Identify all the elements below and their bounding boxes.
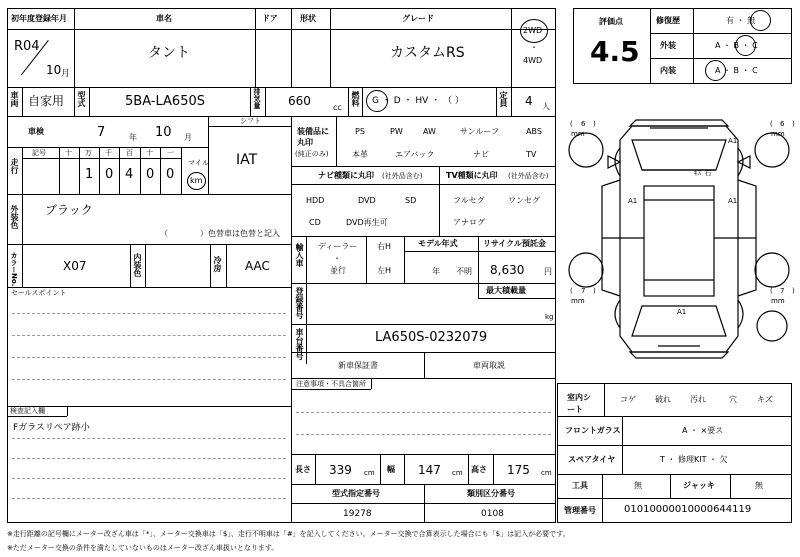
displacement-value: 660 bbox=[288, 94, 311, 108]
tire-6l-paren-close: ) bbox=[593, 120, 596, 128]
interior-color-label: 内装色 bbox=[133, 253, 142, 277]
inspection-year: 7 bbox=[97, 125, 106, 140]
equip-ps: PS bbox=[355, 127, 365, 136]
inspection-month-unit: 月 bbox=[184, 133, 192, 142]
model-value: 5BA-LA650S bbox=[125, 94, 205, 109]
ac-value: AAC bbox=[245, 259, 270, 273]
fuel-label: 燃料 bbox=[351, 91, 360, 107]
interior-options: A ・ B ・ C bbox=[715, 66, 758, 75]
import-parallel: 並行 bbox=[330, 266, 346, 275]
class-value: 0108 bbox=[481, 509, 504, 519]
tools-label: 工具 bbox=[572, 481, 588, 490]
km-label: km bbox=[190, 176, 203, 185]
length-unit: cm bbox=[364, 469, 375, 477]
tire-6r-mm: mm bbox=[771, 130, 785, 138]
tire-6l-mm: mm bbox=[571, 130, 585, 138]
tire-7r: 7 bbox=[780, 287, 785, 295]
navi-dvd-play: DVD再生可 bbox=[346, 218, 388, 227]
car-diagram bbox=[562, 100, 796, 378]
equip-tv: TV bbox=[526, 150, 537, 159]
import-label: 輸入車 bbox=[295, 243, 304, 267]
capacity-value: 4 bbox=[525, 94, 533, 108]
inspection-label: 車検 bbox=[28, 127, 44, 136]
first-reg-label: 初年度登録年月 bbox=[11, 14, 67, 23]
height-label: 高さ bbox=[471, 465, 487, 474]
main-form bbox=[7, 8, 556, 523]
equip-airbag: エアバック bbox=[395, 150, 435, 159]
recycle-value: 8,630 bbox=[490, 263, 525, 277]
capacity-label: 定員 bbox=[499, 91, 508, 107]
inspector-label: 検査記入欄 bbox=[10, 407, 45, 415]
inspection-year-unit: 年 bbox=[129, 133, 137, 142]
recycle-unit: 円 bbox=[544, 267, 552, 276]
chassis-label: 車台番号 bbox=[295, 328, 304, 360]
digit-header-3: 千 bbox=[105, 149, 112, 157]
equip-pw: PW bbox=[390, 127, 403, 136]
door-label: ドア bbox=[262, 14, 278, 23]
digit-header-5: 十 bbox=[146, 149, 153, 157]
sheet-option-tear: 破れ bbox=[655, 395, 671, 404]
footnote-2: ※ただメーター交換の条件を満たしていないものはメーター改ざん車扱いとなります。 bbox=[7, 544, 279, 552]
import-left-h: 左H bbox=[377, 266, 392, 275]
navi-sd: SD bbox=[405, 196, 417, 205]
tv-analog: アナログ bbox=[453, 218, 485, 227]
score-label: 評価点 bbox=[599, 17, 623, 26]
color-no-label: カラーNo. bbox=[10, 252, 18, 287]
tire-6l-paren-open: ( bbox=[570, 120, 573, 128]
repair-none-circle bbox=[750, 10, 771, 31]
exterior-b-circle bbox=[735, 35, 756, 56]
sales-point-label: セールスポイント bbox=[11, 289, 67, 297]
jack-value: 無 bbox=[755, 481, 763, 490]
tire-7l-paren-close: ) bbox=[593, 287, 596, 295]
grade-value: カスタムRS bbox=[390, 45, 465, 61]
digit-5: 0 bbox=[166, 167, 175, 182]
model-year-label: モデル年式 bbox=[418, 239, 458, 248]
first-reg-era: R04 bbox=[14, 39, 40, 54]
navi-label: ナビ種類に丸印 bbox=[318, 171, 374, 180]
width-unit: cm bbox=[452, 469, 463, 477]
navi-label-sub: (社外品含む) bbox=[382, 172, 423, 180]
car-name: タント bbox=[148, 45, 190, 61]
tire-7l-paren-open: ( bbox=[570, 287, 573, 295]
color-paren-note: （ ）色替車は色替と記入 bbox=[160, 229, 280, 238]
navi-dvd: DVD bbox=[358, 196, 376, 205]
exterior-label: 外装 bbox=[660, 41, 676, 50]
digit-3: 4 bbox=[125, 167, 134, 182]
max-load-label: 最大積載量 bbox=[486, 286, 526, 295]
chassis-value: LA650S-0232079 bbox=[375, 330, 488, 345]
diagram-label-scratch: ｷｽﾞ右 bbox=[694, 169, 712, 177]
digit-header-1: 十 bbox=[65, 149, 72, 157]
sheet-option-dirt: 汚れ bbox=[690, 395, 706, 404]
model-year-unit: 年 bbox=[432, 267, 440, 276]
equip-sunroof: サンルーフ bbox=[460, 127, 499, 136]
score-value: 4.5 bbox=[590, 35, 640, 68]
tire-6r: 6 bbox=[780, 120, 785, 128]
management-label: 管理番号 bbox=[564, 506, 596, 515]
footnote-1: ※走行距離の記号欄にメーター改ざん車は「*」、メーター交換車は「$」、走行不明車は「#」を記入してください。メーター交換で合算表示した場合にも「$」は記入が必要です。 bbox=[7, 530, 570, 538]
warranty-label: 新車保証書 bbox=[338, 361, 378, 370]
navi-hdd: HDD bbox=[306, 196, 325, 205]
diagram-label-a1-1: A1 bbox=[728, 137, 738, 145]
length-label: 長さ bbox=[295, 465, 311, 474]
inspector-note: Fガラスリペア跡小 bbox=[13, 423, 90, 433]
type-designation-value: 19278 bbox=[343, 509, 372, 519]
tv-label: TV種類に丸印 bbox=[446, 171, 498, 180]
equip-label2: 丸印 bbox=[297, 138, 313, 147]
interior-sheet-label: 室内シート bbox=[567, 393, 591, 414]
import-right-h: 右H bbox=[377, 242, 392, 251]
mileage-label: 走行 bbox=[10, 158, 19, 174]
interior-label: 内装 bbox=[660, 66, 676, 75]
drive-4wd: 4WD bbox=[523, 56, 543, 65]
digit-header-4: 百 bbox=[126, 149, 133, 157]
color-label: 外装色 bbox=[10, 205, 19, 229]
equip-navi: ナビ bbox=[473, 150, 489, 159]
diagram-label-a1-3: A1 bbox=[728, 197, 738, 205]
shaken-value: 自家用 bbox=[28, 94, 65, 108]
navi-cd: CD bbox=[309, 218, 321, 227]
grade-label: グレード bbox=[402, 14, 434, 23]
digit-4: 0 bbox=[146, 167, 155, 182]
class-label: 類別区分番号 bbox=[467, 489, 515, 498]
height-value: 175 bbox=[507, 463, 530, 477]
recycle-label: リサイクル預託金 bbox=[483, 239, 546, 248]
diagram-label-a1-2: A1 bbox=[628, 197, 638, 205]
equip-label3: (純正のみ) bbox=[295, 150, 329, 158]
management-value: 01010000010000644119 bbox=[624, 504, 752, 515]
tv-oneseg: ワンセグ bbox=[508, 196, 540, 205]
tire-7l: 7 bbox=[581, 287, 586, 295]
exterior-options: A ・ B ・ C bbox=[715, 41, 758, 50]
digit-header-2: 万 bbox=[85, 149, 92, 157]
tire-7r-paren-close: ) bbox=[792, 287, 795, 295]
shaken-label: 車両 bbox=[10, 91, 19, 107]
digit-1: 1 bbox=[85, 167, 94, 182]
tire-7r-mm: mm bbox=[771, 297, 785, 305]
height-unit: cm bbox=[541, 469, 552, 477]
ac-label: 冷房 bbox=[213, 256, 222, 272]
drive-2wd: 2WD bbox=[523, 26, 543, 35]
manual-label: 車両取説 bbox=[473, 361, 505, 370]
sheet-option-scratch: キズ bbox=[757, 395, 773, 404]
equip-leather: 本革 bbox=[352, 150, 368, 159]
import-dealer: ディーラー bbox=[318, 242, 358, 251]
model-year-value: 不明 bbox=[456, 267, 472, 276]
tire-6r-paren-close: ) bbox=[792, 120, 795, 128]
mile-label: マイル bbox=[188, 159, 209, 167]
model-label: 型式 bbox=[77, 91, 86, 107]
digit-header-0: 記号 bbox=[32, 149, 46, 157]
digit-2: 0 bbox=[105, 167, 114, 182]
caution-label: 注意事項・不具合箇所 bbox=[296, 380, 366, 388]
length-value: 339 bbox=[329, 463, 352, 477]
type-designation-label: 型式指定番号 bbox=[332, 489, 380, 498]
car-name-label: 車名 bbox=[156, 14, 172, 23]
width-value: 147 bbox=[418, 463, 441, 477]
equip-label1: 装備品に bbox=[297, 127, 329, 136]
tv-label-sub: (社外品含む) bbox=[508, 172, 549, 180]
sheet-option-hole: 穴 bbox=[729, 395, 737, 404]
jack-label: ジャッキ bbox=[683, 481, 715, 490]
interior-a-circle bbox=[705, 60, 726, 81]
shift-label: シフト bbox=[240, 117, 261, 125]
tire-6l: 6 bbox=[581, 120, 586, 128]
diagram-label-a1-4: A1 bbox=[677, 308, 687, 316]
equip-abs: ABS bbox=[526, 127, 542, 136]
tools-value: 無 bbox=[634, 481, 642, 490]
tire-7l-mm: mm bbox=[571, 297, 585, 305]
sheet-option-burn: コゲ bbox=[620, 395, 636, 404]
spare-tire-options: T ・ 修理KIT ・ 欠 bbox=[660, 455, 728, 464]
tire-7r-paren-open: ( bbox=[770, 287, 773, 295]
fuel-options: G ・ D ・ HV ・ （ ） bbox=[372, 96, 464, 106]
equip-aw: AW bbox=[423, 127, 436, 136]
tv-fullseg: フルセグ bbox=[453, 196, 485, 205]
repair-label: 修復歴 bbox=[656, 16, 680, 25]
color-value: ブラック bbox=[45, 203, 93, 217]
shape-label: 形状 bbox=[300, 14, 316, 23]
front-glass-label: フロントガラス bbox=[565, 426, 621, 435]
import-dot: ・ bbox=[333, 254, 341, 263]
first-reg-month-unit: 月 bbox=[61, 69, 71, 79]
kg-unit: kg bbox=[545, 313, 554, 321]
first-reg-month: 10 bbox=[46, 63, 62, 77]
repair-options: 有 ・ 無 bbox=[726, 16, 756, 25]
registration-label: 登録番号 bbox=[295, 287, 304, 319]
capacity-unit: 人 bbox=[542, 102, 550, 111]
cc-unit: cc bbox=[333, 103, 342, 112]
digit-header-6: 一 bbox=[167, 149, 174, 157]
tire-6r-paren-open: ( bbox=[770, 120, 773, 128]
color-no-value: X07 bbox=[63, 259, 87, 273]
spare-tire-label: スペアタイヤ bbox=[568, 455, 616, 464]
inspection-month: 10 bbox=[155, 125, 172, 140]
drive-dot: ・ bbox=[530, 43, 538, 52]
displacement-label: 排気量 bbox=[253, 88, 261, 109]
width-label: 幅 bbox=[387, 465, 395, 474]
front-glass-options: A ・ ×要ス bbox=[682, 426, 724, 435]
shift-value: IAT bbox=[236, 152, 258, 168]
